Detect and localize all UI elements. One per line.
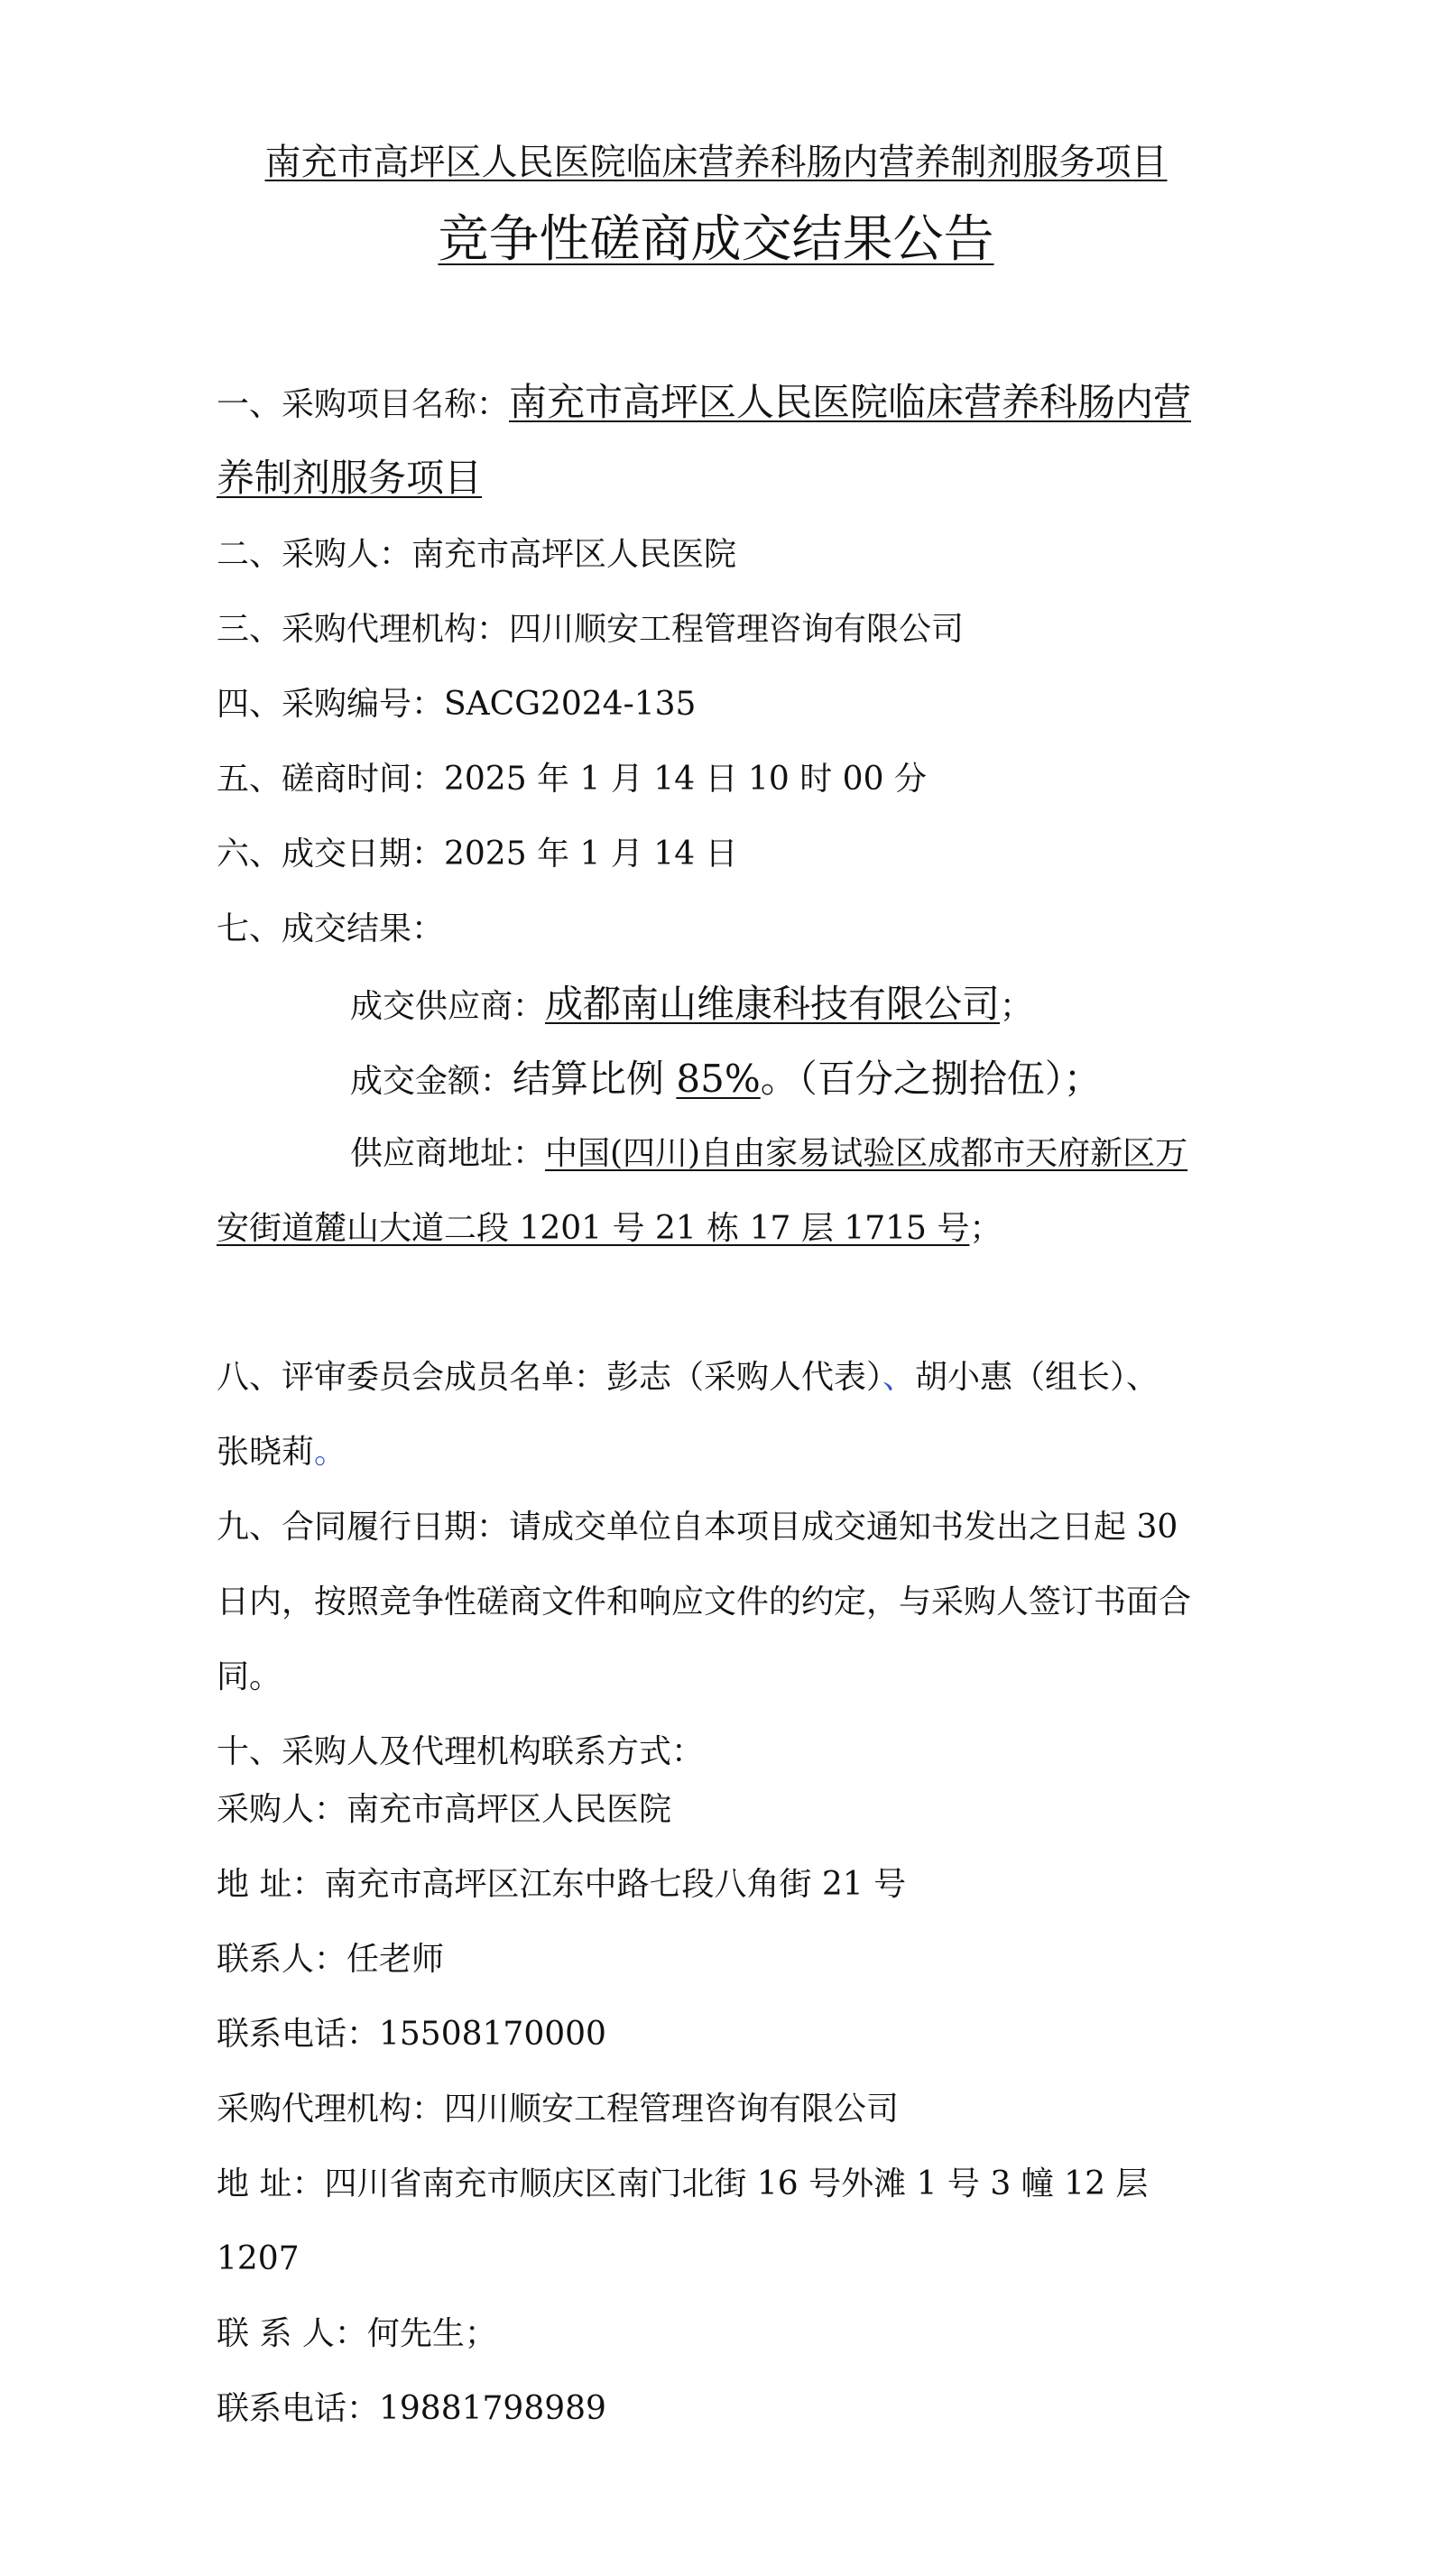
committee-row (217, 1355, 1159, 1400)
project-name-row-2 (217, 456, 482, 503)
contract-row-2: 日内，按照竞争性磋商文件和响应文件的约定，与采购人签订书面合 (217, 1583, 1192, 1620)
agency-row: 三、采购代理机构：四川顺安工程管理咨询有限公司 (217, 611, 965, 648)
contact-agency-address-cont: 1207 (217, 2240, 300, 2277)
contract-row-1: 九、合同履行日期：请成交单位自本项目成交通知书发出之日起 30 (217, 1509, 1178, 1546)
contact-purchaser: 采购人：南充市高坪区人民医院 (217, 1791, 672, 1828)
address-value: 中国(四川)自由家易试验区成都市天府新区万 (545, 1135, 1188, 1172)
committee-member: 张晓莉 (217, 1434, 315, 1471)
committee-row-2 (217, 1430, 346, 1475)
negotiation-time-row: 五、磋商时间：2025 年 1 月 14 日 10 时 00 分 (217, 761, 927, 798)
contact-agency-person: 联 系 人：何先生； (217, 2315, 497, 2352)
contacts-heading: 十、采购人及代理机构联系方式： (217, 1733, 705, 1770)
amount-text-a: 结算比例 (513, 1057, 677, 1101)
address-label: 供应商地址： (350, 1135, 546, 1172)
contact-agency: 采购代理机构：四川顺安工程管理咨询有限公司 (217, 2091, 900, 2128)
document-title-line1: 南充市高坪区人民医院临床营养科肠内营养制剂服务项目 (264, 142, 1168, 183)
contact-purchaser-address: 地 址：南充市高坪区江东中路七段八角街 21 号 (217, 1866, 907, 1903)
contact-agency-address: 地 址：四川省南充市顺庆区南门北街 16 号外滩 1 号 3 幢 12 层 (217, 2165, 1149, 2202)
amount-label: 成交金额： (350, 1063, 513, 1100)
address-value-cont: 安街道麓山大道二段 1201 号 21 栋 17 层 1715 号 (217, 1210, 970, 1247)
supplier-row (350, 982, 1032, 1029)
deal-date-row: 六、成交日期：2025 年 1 月 14 日 (217, 836, 738, 873)
committee-separator: 、 (882, 1359, 916, 1396)
purchaser-row: 二、采购人：南充市高坪区人民医院 (217, 536, 737, 573)
committee-end: 。 (314, 1434, 347, 1471)
supplier-value: 成都南山维康科技有限公司 (545, 982, 1001, 1026)
amount-row (350, 1057, 1102, 1104)
project-name-value-cont: 养制剂服务项目 (217, 456, 483, 500)
contact-purchaser-phone: 联系电话：15508170000 (217, 2016, 606, 2053)
amount-text-b: 。（百分之捌拾伍）； (760, 1057, 1102, 1101)
supplier-address-row (350, 1131, 1187, 1177)
project-name-value: 南充市高坪区人民医院临床营养科肠内营 (509, 380, 1192, 424)
result-heading: 七、成交结果： (217, 910, 445, 947)
contract-row-3: 同。 (217, 1658, 282, 1695)
contact-agency-phone: 联系电话：19881798989 (217, 2390, 606, 2427)
committee-text-a: 八、评审委员会成员名单：彭志（采购人代表） (217, 1359, 883, 1396)
contact-purchaser-person: 联系人：任老师 (217, 1941, 445, 1978)
project-name-label: 一、采购项目名称： (217, 386, 510, 423)
committee-text-b: 胡小惠（组长）、 (915, 1359, 1159, 1396)
project-name-row (217, 380, 1191, 428)
supplier-label: 成交供应商： (350, 988, 546, 1025)
document-title-line2: 竞争性磋商成交结果公告 (438, 210, 994, 269)
amount-value: 85% (676, 1057, 761, 1101)
procurement-number-row: 四、采购编号：SACG2024-135 (217, 686, 697, 723)
address-end: ； (969, 1210, 1002, 1247)
supplier-end: ； (1000, 988, 1033, 1025)
supplier-address-row-2 (217, 1206, 1002, 1251)
